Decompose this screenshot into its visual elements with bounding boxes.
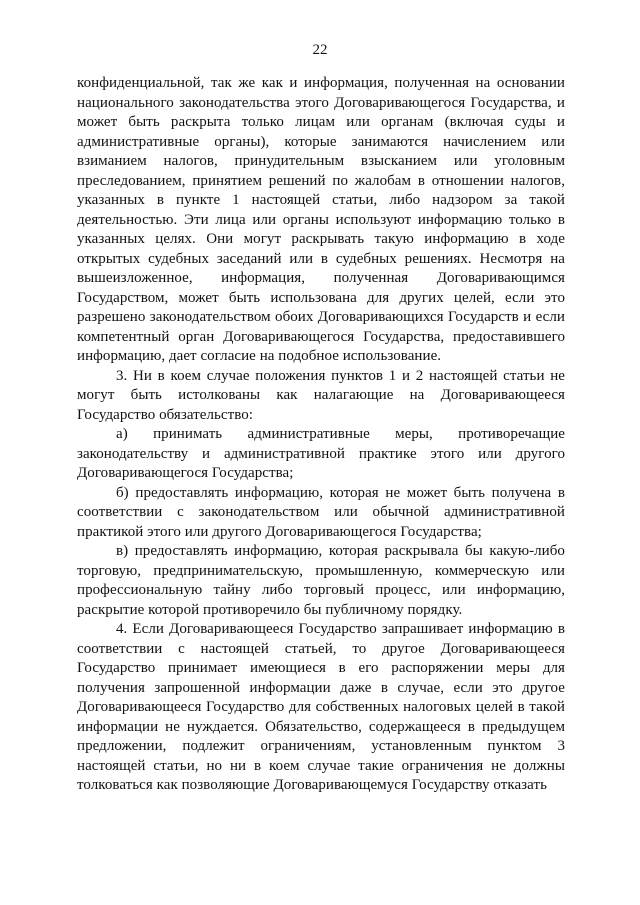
page-number: 22 [312, 42, 328, 58]
paragraph-continuation: конфиденциальной, так же как и информация, полученная на основании национального законодательства этого Договаривающегося Государства, и может быть раскрыта только лицам или органам (включая суды и административные органы), которые занимаются начислением или взиманием налогов, принудительным взысканием или уголовным преследованием, принятием решений по жалобам в отношении налогов, указанных в пункте 1 настоящей статьи, либо надзором за такой деятельностью. Эти лица или органы используют информацию только в указанных целях. Они могут раскрывать такую информацию в ходе открытых судебных заседаний или в судебных решениях. Несмотря на вышеизложенное, информация, полученная Договаривающимся Государством, может быть использована для других целей, если это разрешено законодательством обоих Договаривающихся Государств и если компетентный орган Договаривающегося Государства, предоставившего информацию, дает согласие на подобное использование. [77, 75, 565, 364]
paragraph-clause-4: 4. Если Договаривающееся Государство запрашивает информацию в соответствии с настоящей статьей, то другое Договаривающееся Государство принимает имеющиеся в его распоряжении меры для получения запрошенной информации даже в случае, если это другое Договаривающееся Государство для собственных налоговых целей в такой информации не нуждается. Обязательство, содержащееся в предыдущем предложении, подлежит ограничениям, установленным пунктом 3 настоящей статьи, но ни в коем случае такие ограничения не должны толковаться как позволяющие Договаривающемуся Государству отказать [77, 621, 565, 793]
document-body [77, 74, 565, 796]
paragraph-clause-3: 3. Ни в коем случае положения пунктов 1 и 2 настоящей статьи не могут быть истолкованы как налагающие на Договаривающееся Государство обязательство: [77, 367, 565, 423]
paragraph-subclause-c: в) предоставлять информацию, которая раскрывала бы какую-либо торговую, предпринимательскую, промышленную, коммерческую или профессиональную тайну либо торговый процесс, или информацию, раскрытие которой противоречило бы публичному порядку. [77, 543, 565, 618]
paragraph-subclause-b: б) предоставлять информацию, которая не может быть получена в соответствии с законодательством или обычной административной практикой этого или другого Договаривающегося Государства; [77, 484, 565, 540]
paragraph-subclause-a: а) принимать административные меры, противоречащие законодательству и административной практике этого или другого Договаривающегося Государства; [77, 426, 565, 481]
